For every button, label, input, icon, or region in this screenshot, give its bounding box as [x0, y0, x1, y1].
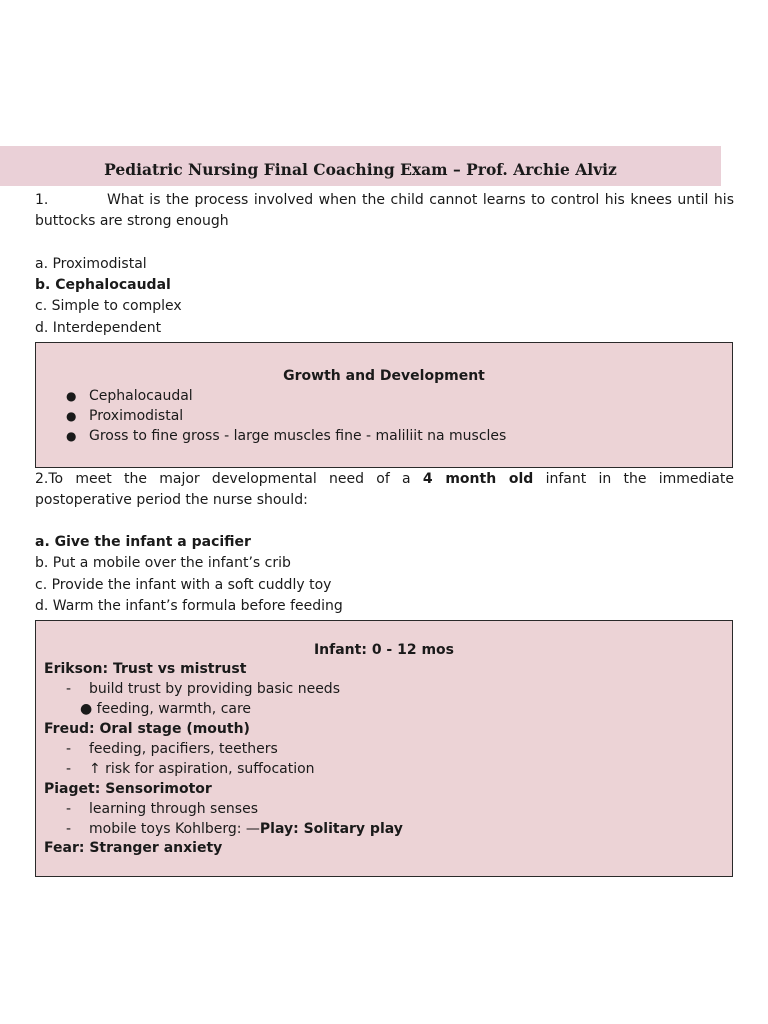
piaget-heading: Piaget: Sensorimotor — [44, 781, 212, 797]
dash-marker: - — [66, 801, 72, 817]
infant-stage-title: Infant: 0 - 12 mos — [313, 642, 455, 658]
freud-heading: Freud: Oral stage (mouth) — [44, 721, 250, 737]
dash-marker: - — [66, 761, 72, 777]
growth-development-box — [35, 342, 733, 468]
question-2-option-d: d. Warm the infant’s formula before feeding — [35, 598, 343, 614]
question-2-text-post: infant in the immediate — [533, 471, 734, 487]
dash-marker: - — [66, 681, 72, 697]
question-2-option-b: b. Put a mobile over the infant’s crib — [35, 555, 291, 571]
freud-item-2: ↑ risk for aspiration, suffocation — [89, 761, 315, 777]
freud-item-1: feeding, pacifiers, teethers — [89, 741, 278, 757]
question-1-line-2: buttocks are strong enough — [35, 213, 229, 229]
bullet-icon: ● — [66, 429, 77, 443]
question-1-option-a: a. Proximodistal — [35, 256, 147, 272]
question-2-option-c: c. Provide the infant with a soft cuddly toy — [35, 577, 332, 593]
erikson-heading: Erikson: Trust vs mistrust — [44, 661, 247, 677]
piaget-item: learning through senses — [89, 801, 259, 817]
question-1-option-c: c. Simple to complex — [35, 298, 182, 314]
page-title: Pediatric Nursing Final Coaching Exam – Prof. Archie Alviz — [104, 160, 617, 179]
question-1-number: 1. — [35, 192, 49, 208]
question-1-option-b-answer: b. Cephalocaudal — [35, 277, 171, 293]
dash-marker: - — [66, 741, 72, 757]
question-2-line-2: postoperative period the nurse should: — [35, 492, 308, 508]
question-1-option-d: d. Interdependent — [35, 320, 162, 336]
question-2-emphasis: 4 month old — [422, 471, 534, 487]
infant-stage-box — [35, 620, 733, 877]
bullet-icon: ● — [66, 389, 77, 403]
bullet-icon: ● — [66, 409, 77, 423]
dash-marker: - — [66, 821, 72, 837]
question-2-text-pre: 2.To meet the major developmental need of a — [35, 471, 423, 487]
question-1-line-1: What is the process involved when the child cannot learns to control his knees until his — [107, 192, 734, 208]
growth-development-title: Growth and Development — [283, 368, 485, 384]
piaget-mobile-text: mobile toys Kohlberg: — — [89, 821, 260, 837]
question-2-line-1 — [35, 469, 734, 491]
play-label: Play: Solitary play — [259, 821, 403, 837]
question-2-option-a-answer: a. Give the infant a pacifier — [35, 534, 251, 550]
erikson-subitem: ● feeding, warmth, care — [80, 701, 252, 717]
box1-item-3: Gross to fine gross - large muscles fine - maliliit na muscles — [89, 428, 507, 444]
erikson-item: build trust by providing basic needs — [89, 681, 340, 697]
box1-item-2: Proximodistal — [89, 408, 184, 424]
piaget-mobile-line — [89, 819, 403, 839]
box1-item-1: Cephalocaudal — [89, 388, 193, 404]
fear-heading: Fear: Stranger anxiety — [44, 840, 223, 856]
